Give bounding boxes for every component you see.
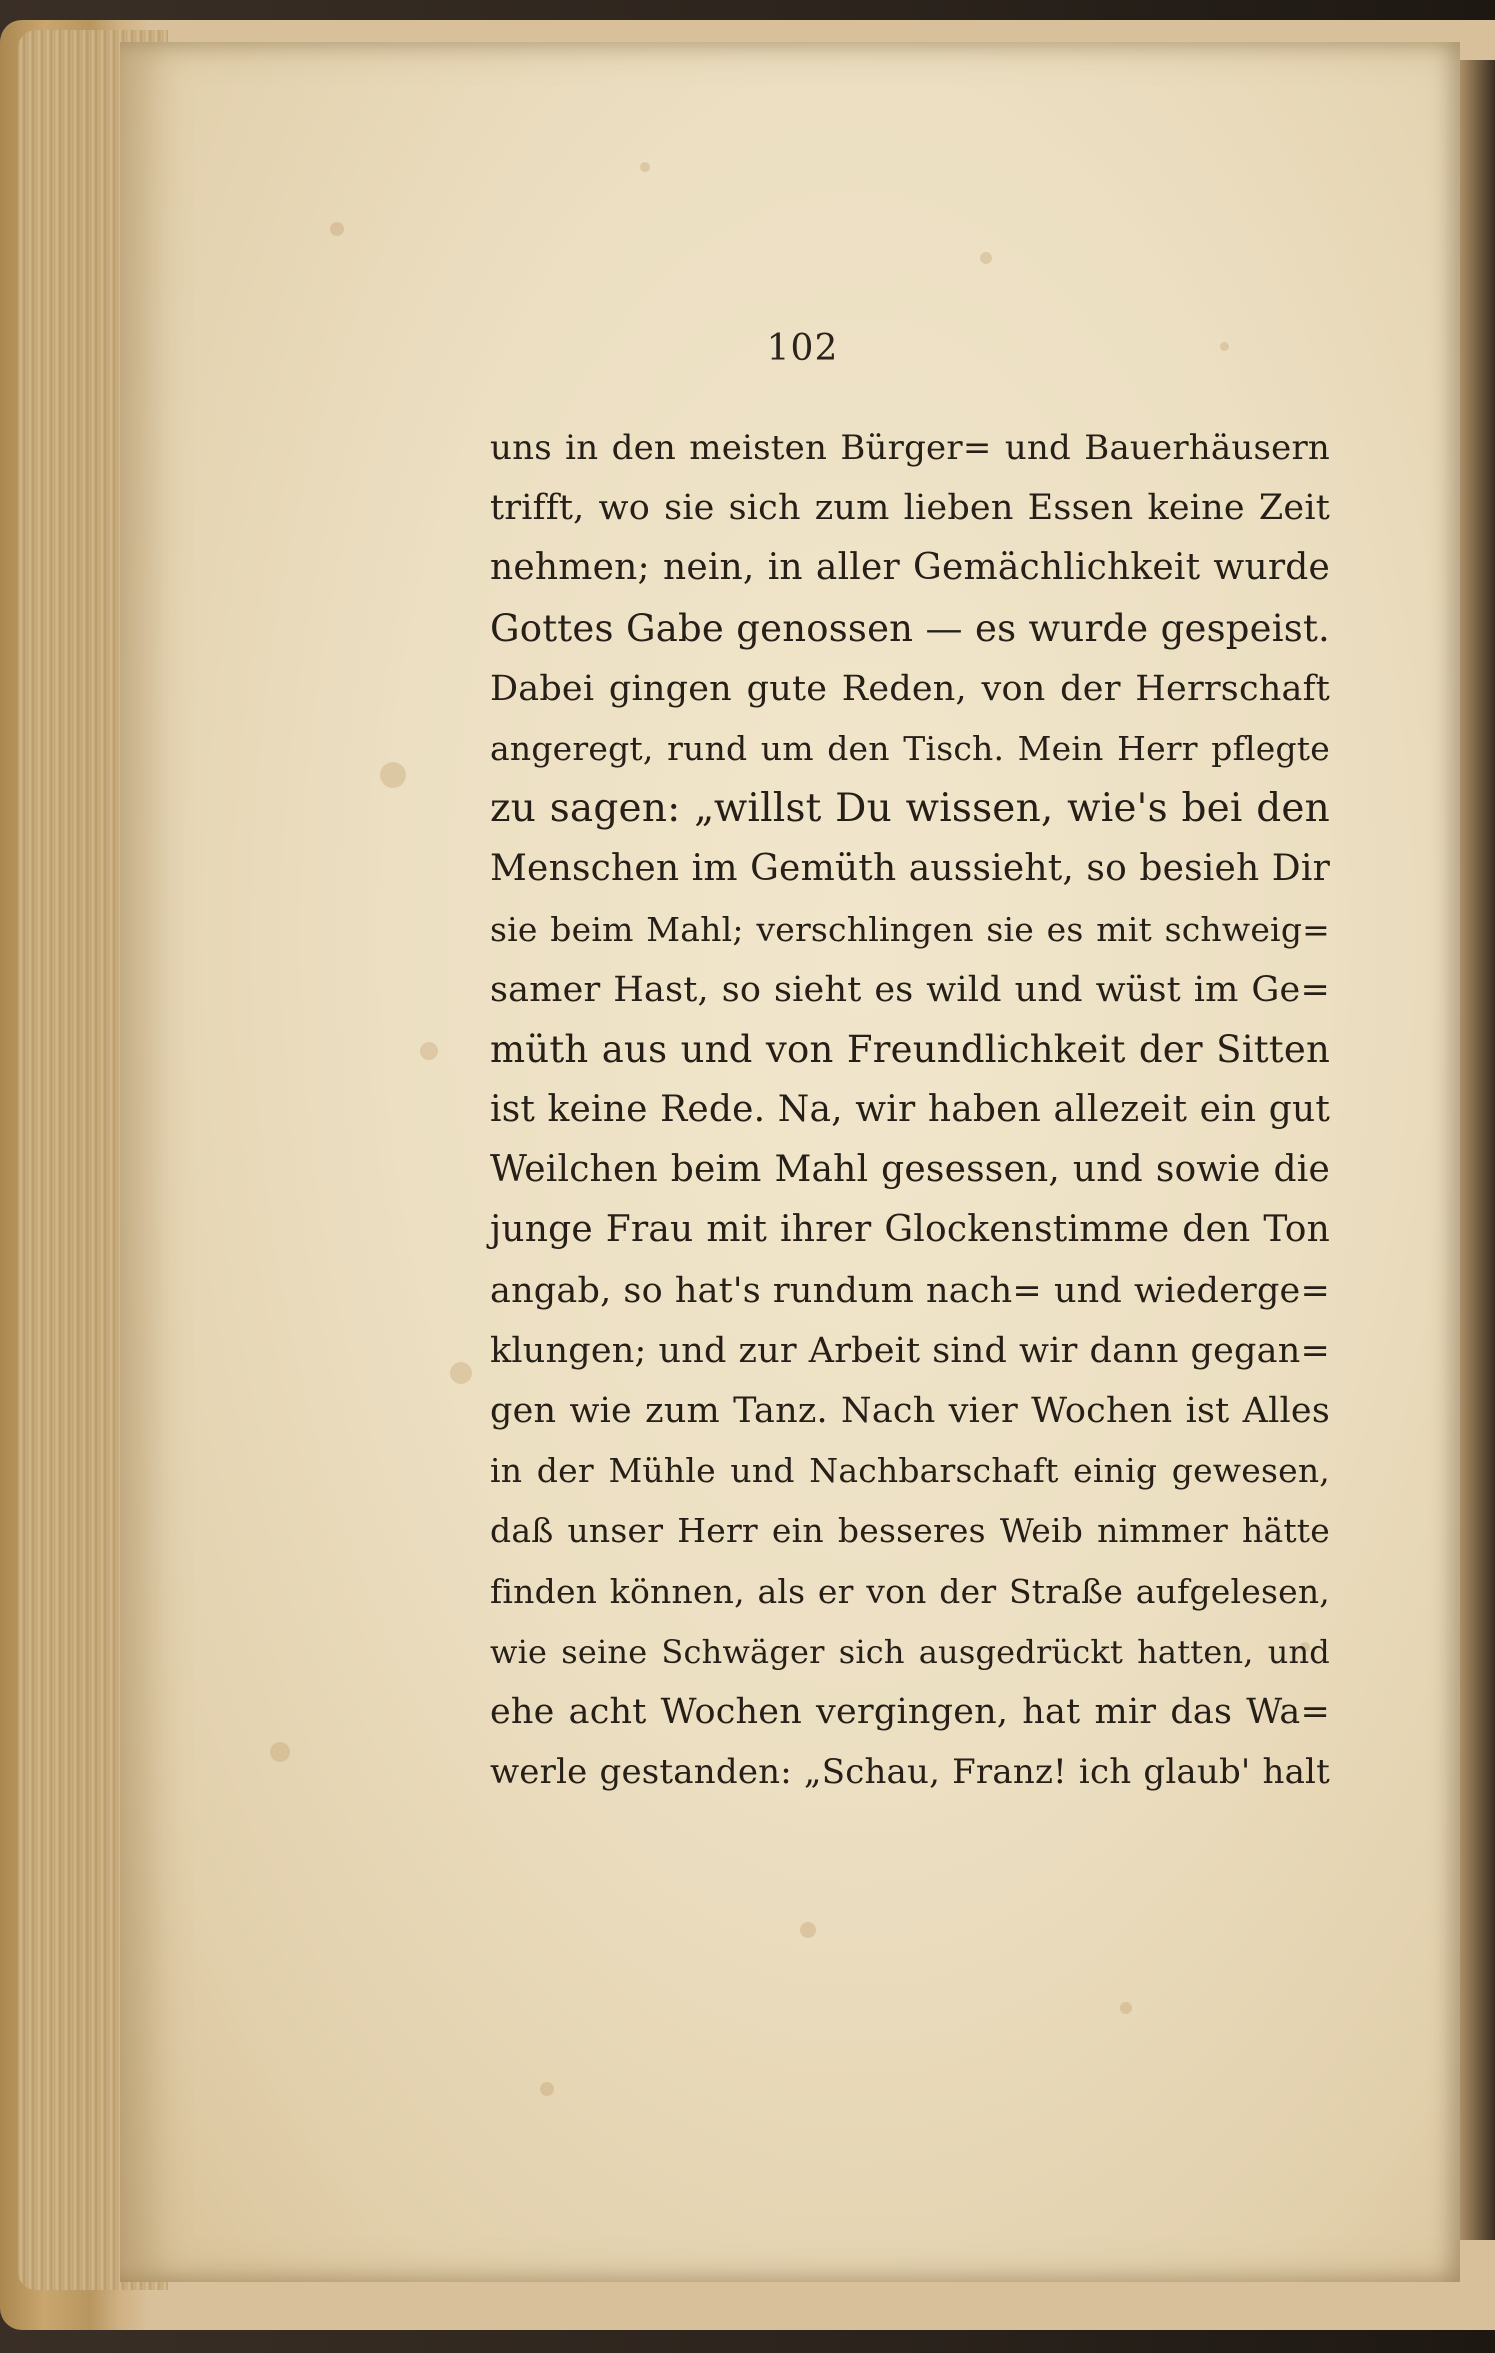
foxing-spot (420, 1042, 438, 1060)
foxing-spot (980, 252, 992, 264)
text-line: wie seine Schwäger sich ausgedrückt hatten, und (490, 1632, 1330, 1671)
text-line: Gottes Gabe genossen — es wurde gespeist. (490, 606, 1330, 650)
text-line: zu sagen: „willst Du wissen, wie's bei den (490, 786, 1330, 832)
text-line: finden können, als er von der Straße aufgelesen, (490, 1571, 1330, 1611)
text-line: uns in den meisten Bürger= und Bauerhäusern (490, 428, 1330, 468)
text-line: ehe acht Wochen vergingen, hat mir das Wa= (490, 1691, 1330, 1732)
text-line: Weilchen beim Mahl gesessen, und sowie die (490, 1149, 1330, 1191)
text-line: daß unser Herr ein besseres Weib nimmer hätte (490, 1511, 1330, 1551)
text-line: angeregt, rund um den Tisch. Mein Herr pflegte (490, 728, 1330, 768)
text-line: trifft, wo sie sich zum lieben Essen keine Zeit (490, 488, 1330, 529)
foxing-spot (270, 1742, 290, 1762)
text-line: sie beim Mahl; verschlingen sie es mit schweig= (490, 909, 1330, 949)
text-line: gen wie zum Tanz. Nach vier Wochen ist Alles (490, 1391, 1330, 1431)
page-number: 102 (766, 328, 839, 369)
text-line: nehmen; nein, in aller Gemächlichkeit wurde (490, 547, 1330, 589)
text-line: werle gestanden: „Schau, Franz! ich glaub' halt (490, 1752, 1330, 1793)
foxing-spot (800, 1922, 816, 1938)
text-line: angab, so hat's rundum nach= und wiederge= (490, 1270, 1330, 1311)
foxing-spot (540, 2082, 554, 2096)
fore-edge-shadow (1455, 60, 1495, 2240)
text-line: junge Frau mit ihrer Glockenstimme den Ton (490, 1209, 1330, 1251)
text-line: klungen; und zur Arbeit sind wir dann gegan= (490, 1330, 1330, 1371)
body-text (490, 418, 1330, 1802)
foxing-spot (330, 222, 344, 236)
foxing-spot (380, 762, 406, 788)
text-line: müth aus und von Freundlichkeit der Sitten (490, 1027, 1330, 1071)
text-line: Dabei gingen gute Reden, von der Herrschaft (490, 668, 1330, 709)
foxing-spot (450, 1362, 472, 1384)
text-line: ist keine Rede. Na, wir haben allezeit ein gut (490, 1089, 1330, 1131)
foxing-spot (1120, 2002, 1132, 2014)
text-line: samer Hast, so sieht es wild und wüst im Ge= (490, 969, 1330, 1010)
text-line: Menschen im Gemüth aussieht, so besieh Dir (490, 848, 1330, 890)
foxing-spot (640, 162, 650, 172)
text-line: in der Mühle und Nachbarschaft einig gewesen, (490, 1451, 1330, 1491)
